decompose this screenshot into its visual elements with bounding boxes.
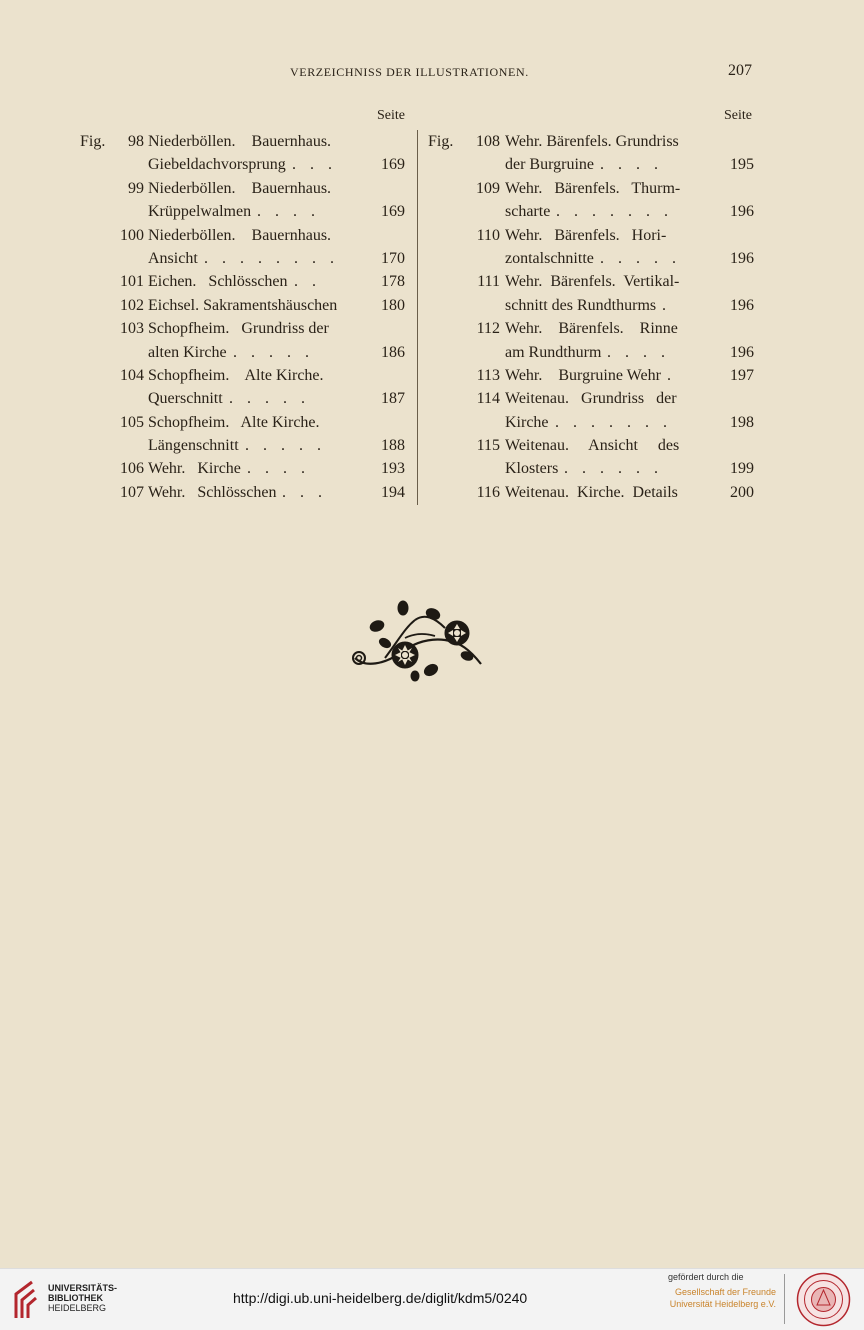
page-reference: 186 [381,343,405,361]
figure-number: 113 [476,366,500,384]
figure-caption: Längenschnitt [148,437,239,455]
leader-dots: . . . . . . . [556,203,673,221]
figure-entry [428,364,758,387]
sponsor-name [668,1286,776,1310]
leader-dots: . . . . . [600,249,681,267]
figure-caption: Niederböllen. Bauernhaus. [148,179,332,197]
figure-caption: Wehr. Schlösschen [148,483,277,501]
leader-dots: . . . [282,483,327,501]
entry-line [428,364,758,387]
figure-number: 100 [120,226,144,244]
page-reference: 199 [730,460,754,478]
page-reference: 196 [730,203,754,221]
page-reference: 198 [730,413,754,431]
figure-entry [80,317,410,364]
figure-number: 116 [476,483,500,501]
figure-caption: Krüppelwalmen [148,203,252,221]
figure-caption: Klosters [505,460,559,478]
entry-line [428,153,758,176]
page-reference: 187 [381,390,405,408]
library-name-line3: HEIDELBERG [48,1303,107,1313]
figure-caption: Kirche [505,413,549,431]
figure-number: 112 [476,320,500,338]
entry-line [428,341,758,364]
leader-dots: . . . . [257,203,320,221]
figure-entry [80,457,410,480]
entry-line [80,317,410,340]
figure-number: 115 [476,437,500,455]
entry-line [80,457,410,480]
figure-caption: Schopfheim. Alte Kirche. [148,413,320,431]
figure-caption: zontalschnitte [505,249,594,267]
leader-dots: . . . [292,156,337,174]
figure-caption: Schopfheim. Alte Kirche. [148,366,324,384]
figure-caption: Eichsel. Sakramentshäuschen [148,296,338,314]
leader-dots: . [667,366,676,384]
figure-number: 105 [120,413,144,431]
sponsor-line2: Universität Heidelberg e.V. [669,1299,776,1309]
entry-line [80,364,410,387]
sponsor-intro: gefördert durch die [668,1272,744,1282]
digitization-footer [0,1268,864,1330]
figure-entry [428,481,758,504]
entry-line [428,270,758,293]
figure-entry [428,130,758,177]
left-column-label: Seite [377,108,405,123]
figure-caption: Giebeldachvorsprung [148,156,286,174]
entry-line [428,387,758,410]
entry-line [428,457,758,480]
figure-caption: Schopfheim. Grundriss der [148,320,329,338]
figure-entry [80,224,410,271]
leader-dots: . . . . . [229,390,310,408]
running-title: VERZEICHNISS DER ILLUSTRATIONEN. [290,65,529,79]
figure-entry [428,224,758,271]
figure-number: 104 [120,366,144,384]
figure-caption: am Rundthurm [505,343,602,361]
figure-number: 98 [128,133,144,150]
figure-caption: alten Kirche [148,343,227,361]
figure-caption: schnitt des Rundthurms [505,296,657,314]
left-illustration-list [80,130,410,504]
entry-line [428,130,758,153]
entry-line [428,434,758,457]
page-reference: 196 [730,249,754,267]
figure-entry [428,387,758,434]
figure-number: 106 [120,460,144,478]
entry-line [428,317,758,340]
library-name [48,1283,117,1313]
right-column-label: Seite [724,108,752,123]
figure-entry [80,294,410,317]
figure-number: 103 [120,320,144,338]
figure-entry [428,177,758,224]
entry-line [80,200,410,223]
leader-dots: . . . . [247,460,310,478]
entry-line [80,270,410,293]
library-name-line1: UNIVERSITÄTS- [48,1283,118,1293]
entry-line [428,411,758,434]
leader-dots: . . . . [607,343,670,361]
figure-number: 102 [120,296,144,314]
entry-line [80,177,410,200]
figure-caption: der Burgruine [505,156,595,174]
figure-entry [428,317,758,364]
page-reference: 180 [381,296,405,314]
running-header [0,62,864,82]
entry-line [80,411,410,434]
figure-caption: Wehr. Bärenfels. Vertikal- [505,273,680,291]
entry-line [428,224,758,247]
entry-line [428,481,758,504]
figure-number: 114 [476,390,500,408]
figure-caption: Wehr. Bärenfels. Grundriss [505,133,679,150]
figure-entry [80,364,410,411]
page-reference: 196 [730,296,754,314]
fig-label: Fig. [80,133,106,150]
figure-caption: Querschnitt [148,390,223,408]
page-reference: 169 [381,156,405,174]
figure-caption: Niederböllen. Bauernhaus. [148,226,332,244]
university-seal-icon [796,1272,851,1327]
figure-number: 110 [476,226,500,244]
page-reference: 188 [381,437,405,455]
figure-entry [80,270,410,293]
figure-caption: Wehr. Bärenfels. Thurm- [505,179,681,197]
figure-caption: Weitenau. Grundriss der [505,390,677,408]
figure-caption: Weitenau. Kirche. Details [505,483,678,501]
page-reference: 193 [381,460,405,478]
figure-caption: Wehr. Bärenfels. Rinne [505,320,678,338]
figure-entry [80,411,410,458]
page-reference: 178 [381,273,405,291]
leader-dots: . . . . [600,156,663,174]
library-logo-icon [10,1278,40,1320]
entry-line [80,434,410,457]
entry-line [80,153,410,176]
page-reference: 200 [730,483,754,501]
entry-line [428,247,758,270]
page-reference: 197 [730,366,754,384]
figure-number: 111 [477,273,500,291]
footer-separator [784,1274,785,1324]
figure-caption: Weitenau. Ansicht des [505,437,680,455]
figure-caption: Ansicht [148,249,198,267]
figure-number: 108 [476,133,500,150]
figure-number: 101 [120,273,144,291]
page-reference: 169 [381,203,405,221]
entry-line [80,481,410,504]
column-divider [417,130,418,505]
floral-ornament-icon [345,598,485,683]
page-number: 207 [728,62,752,79]
figure-number: 109 [476,179,500,197]
sponsor-line1: Gesellschaft der Freunde [674,1287,776,1297]
figure-entry [428,270,758,317]
page-reference: 170 [381,249,405,267]
figure-caption: Wehr. Bärenfels. Hori- [505,226,667,244]
figure-number: 99 [128,179,144,197]
page-reference: 196 [730,343,754,361]
figure-caption: Niederböllen. Bauernhaus. [148,133,332,150]
fig-label: Fig. [428,133,454,150]
entry-line [428,200,758,223]
library-name-line2: BIBLIOTHEK [48,1293,103,1303]
entry-line [80,224,410,247]
figure-entry [80,130,410,177]
entry-line [428,177,758,200]
leader-dots: . . . . . [233,343,314,361]
right-illustration-list [428,130,758,504]
entry-line [80,387,410,410]
leader-dots: . . . . . . [564,460,663,478]
figure-caption: Wehr. Burgruine Wehr [505,366,661,384]
leader-dots: . . . . . [245,437,326,455]
figure-entry [428,434,758,481]
figure-caption: Wehr. Kirche [148,460,241,478]
leader-dots: . [662,296,671,314]
figure-caption: Eichen. Schlösschen [148,273,288,291]
permalink-url[interactable]: http://digi.ub.uni-heidelberg.de/diglit/kdm5/0240 [233,1290,528,1306]
entry-line [80,294,410,317]
figure-entry [80,481,410,504]
entry-line [428,294,758,317]
entry-line [80,341,410,364]
entry-line [80,130,410,153]
entry-line [80,247,410,270]
figure-number: 107 [120,483,144,501]
figure-entry [80,177,410,224]
leader-dots: . . [294,273,321,291]
leader-dots: . . . . . . . . [204,249,339,267]
page-reference: 195 [730,156,754,174]
page-reference: 194 [381,483,405,501]
leader-dots: . . . . . . . [555,413,672,431]
figure-caption: scharte [505,203,551,221]
